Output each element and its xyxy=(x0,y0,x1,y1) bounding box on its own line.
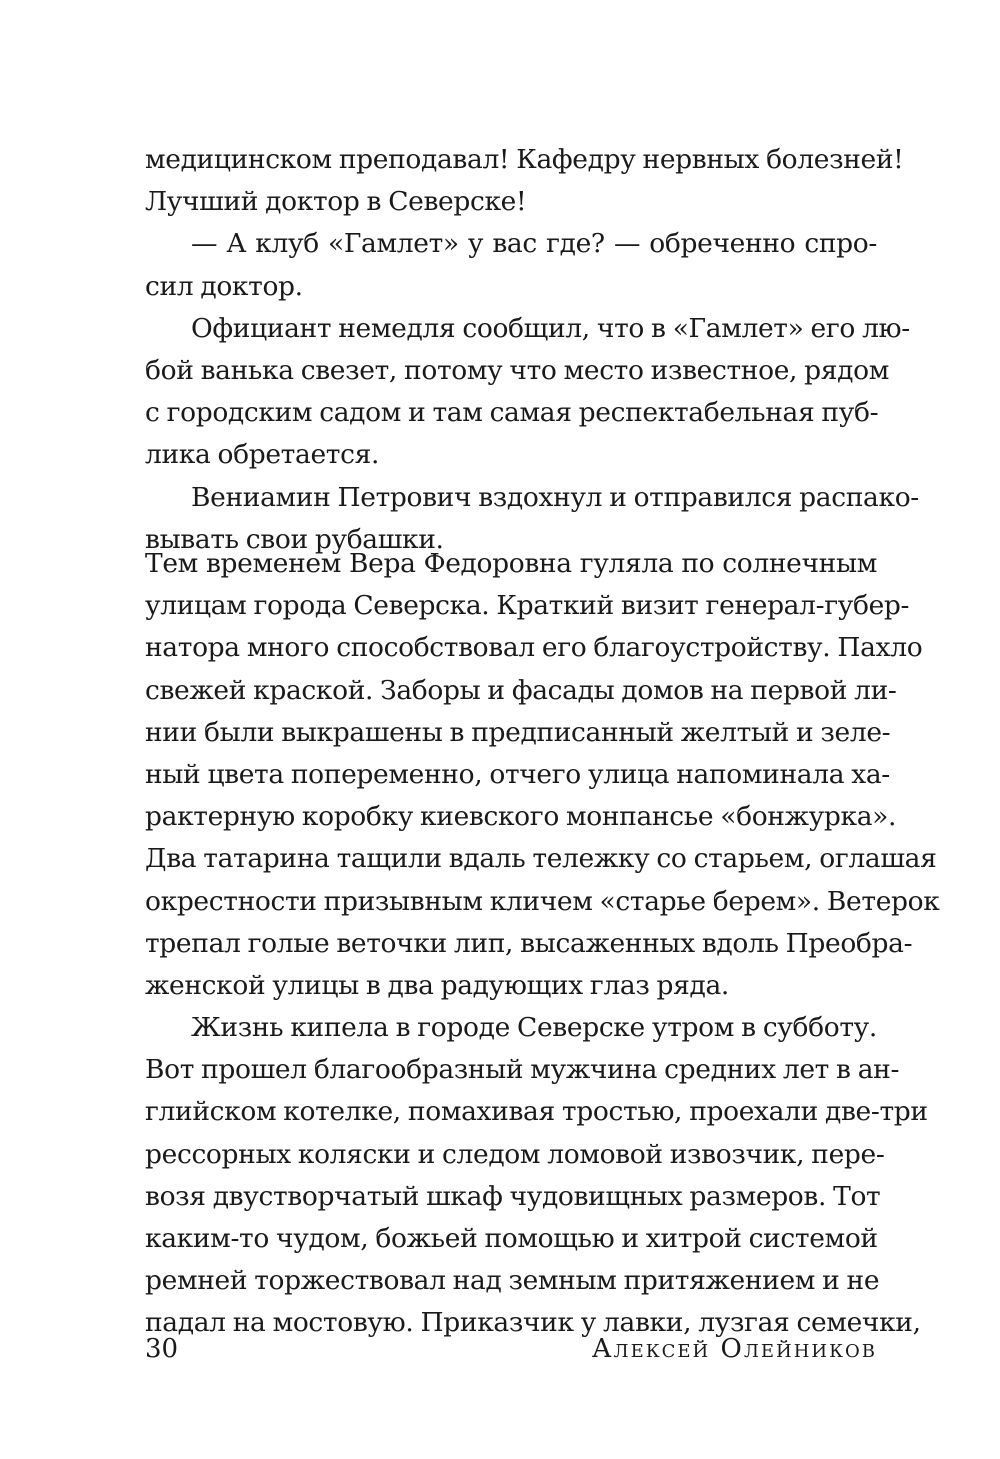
text-line: каким-то чудом, божьей помощью и хитрой системой xyxy=(145,1223,878,1254)
text-line: Два татарина тащили вдаль тележку со старьем, оглашая xyxy=(145,843,937,875)
text-line: Вот прошел благообразный мужчина средних лет в ан- xyxy=(145,1054,900,1086)
text-line: — А клуб «Гамлет» у вас где? — обреченно спро- xyxy=(191,228,877,260)
text-block-1 xyxy=(145,139,919,561)
text-line: падал на мостовую. Приказчик у лавки, лузгая семечки, xyxy=(145,1307,921,1339)
text-line: нии были выкрашены в предписанный желтый и зеле- xyxy=(145,716,891,748)
text-line: Лучший доктор в Северске! xyxy=(145,186,527,218)
text-line: свежей краской. Заборы и фасады домов на первой ли- xyxy=(145,674,897,706)
text-line: возя двустворчатый шкаф чудовищных размеров. Тот xyxy=(145,1180,881,1212)
text-line: вывать свои рубашки. xyxy=(145,523,444,555)
page-footer xyxy=(145,1334,877,1374)
text-line: бой ванька свезет, потому что место известное, рядом xyxy=(145,354,889,386)
text-line: ный цвета попеременно, отчего улица напоминала ха- xyxy=(145,758,890,790)
text-line: лика обретается. xyxy=(145,439,380,471)
text-line: натора много способствовал его благоустройству. Пахло xyxy=(145,632,923,664)
text-line: Вениамин Петрович вздохнул и отправился распако- xyxy=(191,481,919,513)
text-line: рессорных коляски и следом ломовой извозчик, пере- xyxy=(145,1138,885,1170)
page-number: 30 xyxy=(145,1334,179,1364)
text-line: женской улицы в два радующих глаз ряда. xyxy=(145,969,729,1001)
text-line: Жизнь кипела в городе Северске утром в субботу. xyxy=(191,1012,877,1044)
text-line: медицинском преподавал! Кафедру нервных болезней! xyxy=(145,144,904,175)
text-block-2 xyxy=(145,543,940,1345)
text-line: Официант немедля сообщил, что в «Гамлет» его лю- xyxy=(191,312,910,344)
text-line: глийском котелке, помахивая тростью, проехали две-три xyxy=(145,1096,928,1128)
text-line: с городским садом и там самая респектабельная пуб- xyxy=(145,397,879,429)
text-line: сил доктор. xyxy=(145,270,303,302)
text-line: рактерную коробку киевского монпансье «бонжурка». xyxy=(145,801,897,833)
running-footer-author: Алексей Олейников xyxy=(591,1334,877,1364)
text-line: трепал голые веточки лип, высаженных вдоль Преобра- xyxy=(145,927,913,959)
text-line: окрестности призывным кличем «старье берем». Ветерок xyxy=(145,885,940,917)
text-line: улицам города Северска. Краткий визит генерал-губер- xyxy=(145,590,910,622)
text-line: ремней торжествовал над земным притяжением и не xyxy=(145,1265,880,1297)
text-line: Тем временем Вера Федоровна гуляла по солнечным xyxy=(145,548,877,579)
